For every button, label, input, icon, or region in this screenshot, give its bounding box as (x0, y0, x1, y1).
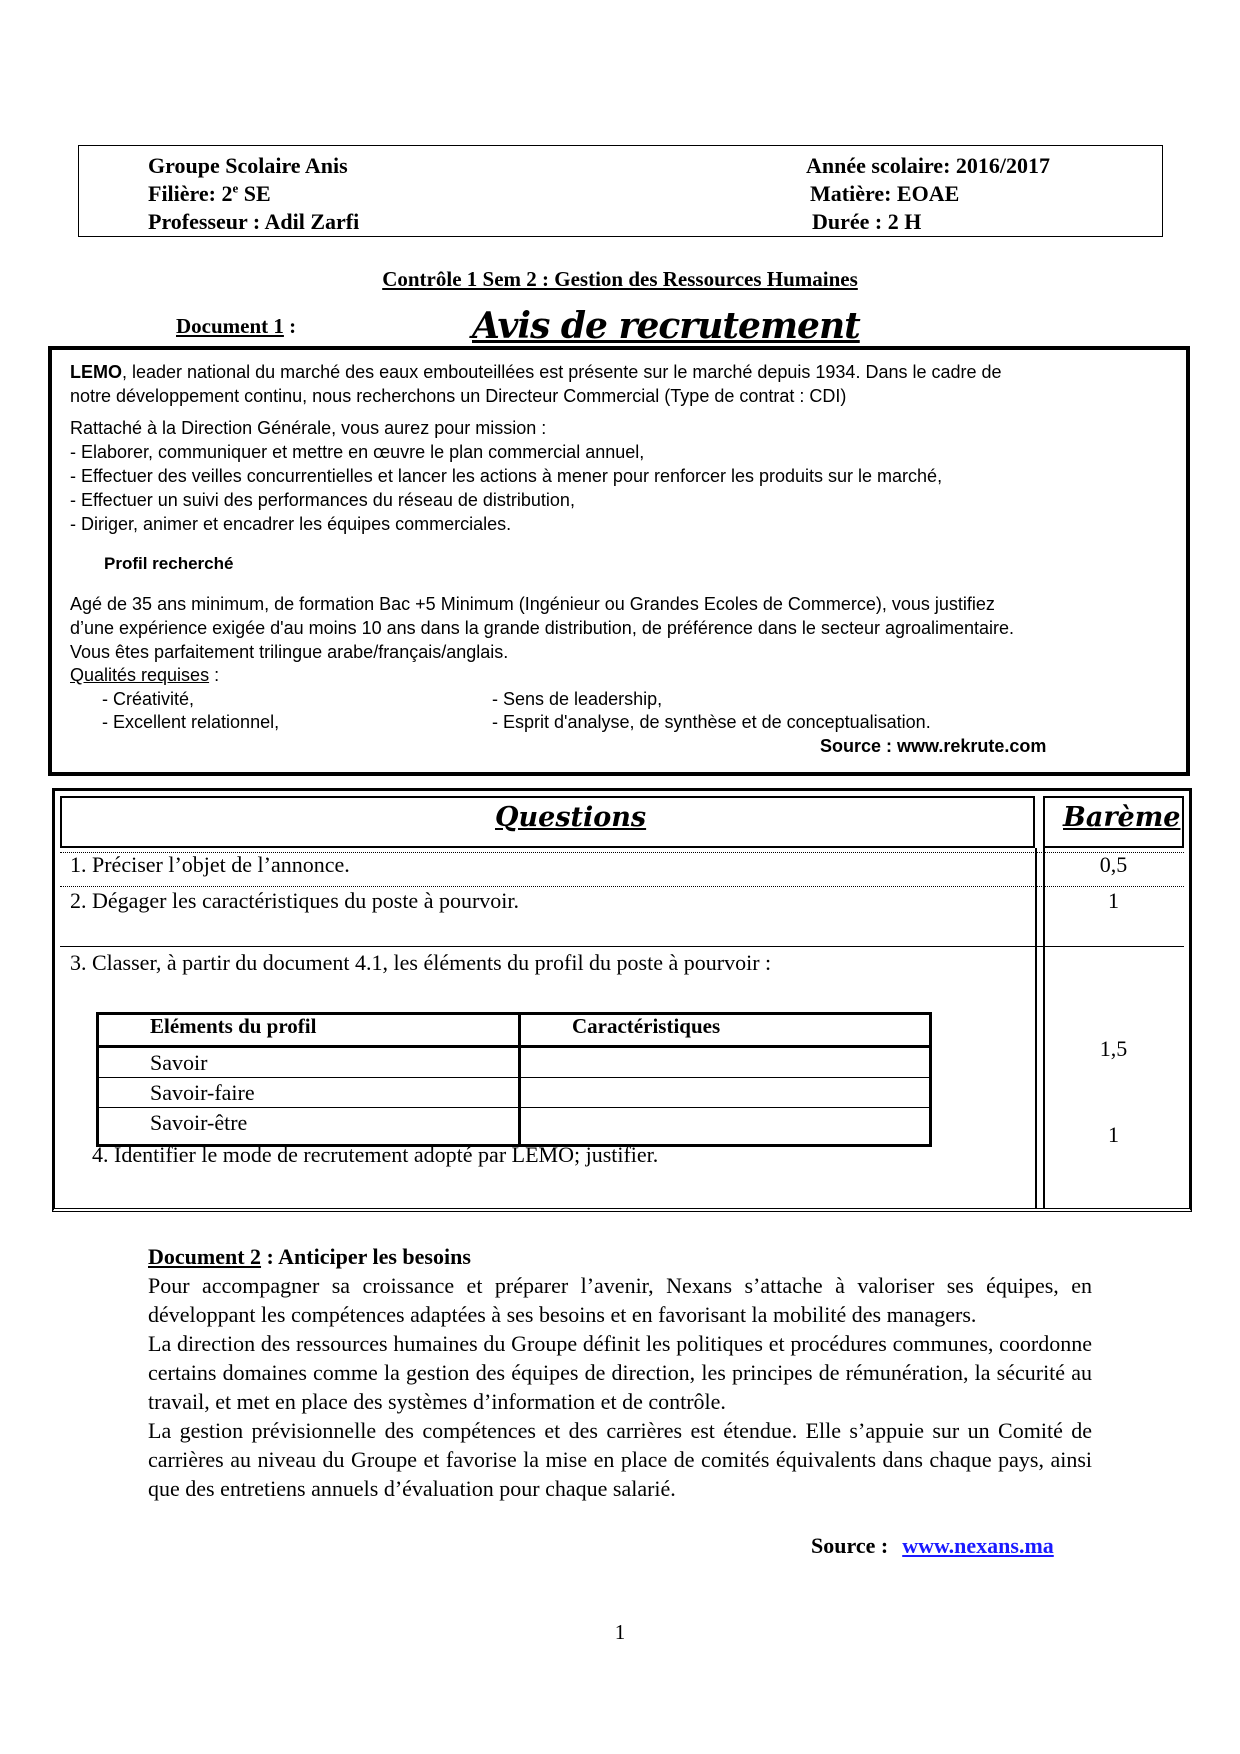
profile-col-elements: Eléments du profil (150, 1014, 317, 1038)
document1-label-colon: : (283, 314, 297, 338)
score-q4: 1 (1108, 1122, 1119, 1147)
bareme-header: Barème (1063, 802, 1181, 833)
qualities-label-colon: : (209, 665, 220, 685)
intro-line-1 (70, 361, 1002, 384)
quality-item: - Créativité, (102, 689, 195, 709)
mission-item: - Diriger, animer et encadrer les équipes commerciales. (70, 514, 512, 534)
document1-label (176, 314, 296, 339)
document2-paragraph: Pour accompagner sa croissance et préparer l’avenir, Nexans s’attache à valoriser ses équipes, en développant les compétences adaptées à ses besoins et en favorisant la mobilité des managers. (148, 1273, 1092, 1327)
column-divider (1035, 848, 1037, 1208)
profile-table-row-line (96, 1077, 932, 1078)
school-name: Groupe Scolaire Anis (148, 153, 348, 178)
score-q2: 1 (1108, 888, 1119, 913)
document2 (148, 1242, 1092, 1503)
document2-label: Document 2 (148, 1244, 262, 1269)
duration: Durée : 2 H (812, 209, 922, 234)
source-label: Source : (811, 1533, 889, 1558)
document2-paragraph: La direction des ressources humaines du Groupe définit les politiques et procédures communes, coordonne certains domaines comme la gestion des équipes de direction, les principes de rémunération, la sécurité au travail, et met en place des systèmes d’information et de contrôle. (148, 1331, 1092, 1414)
question-4: 4. Identifier le mode de recrutement adopté par LEMO; justifier. (92, 1142, 659, 1167)
intro-line-1-rest: , leader national du marché des eaux embouteillées est présente sur le marché depuis 1934. Dans le cadre de (122, 362, 1002, 382)
ad-title: Avis de recrutement (472, 305, 860, 347)
filiere-sup: e (232, 180, 239, 196)
question-2: 2. Dégager les caractéristiques du poste à pourvoir. (70, 888, 520, 913)
questions-header: Questions (495, 802, 647, 833)
row-divider (60, 946, 1184, 947)
filiere-label: Filière: 2 (148, 181, 233, 206)
profile-table-divider (518, 1012, 521, 1147)
filiere-suffix: SE (238, 181, 271, 206)
nexans-link[interactable]: www.nexans.ma (902, 1533, 1054, 1558)
document2-title: : Anticiper les besoins (261, 1244, 471, 1269)
source-rekrute: Source : www.rekrute.com (820, 736, 1047, 756)
filiere (148, 180, 271, 208)
mission-item: - Effectuer des veilles concurrentielles et lancer les actions à mener pour renforcer les produits sur le marché, (70, 466, 943, 486)
subject: Matière: EOAE (810, 181, 960, 206)
profile-row-label: Savoir-faire (150, 1080, 255, 1105)
profile-line: Vous êtes parfaitement trilingue arabe/français/anglais. (70, 642, 509, 662)
quality-item: - Esprit d'analyse, de synthèse et de conceptualisation. (492, 712, 931, 732)
profile-col-characteristics: Caractéristiques (572, 1014, 721, 1038)
source-nexans (811, 1533, 1054, 1559)
row-divider (60, 886, 1184, 887)
profile-line: d’une expérience exigée d'au moins 10 ans dans la grande distribution, de préférence dans le secteur agroalimentaire. (70, 618, 1015, 638)
document2-paragraph: La gestion prévisionnelle des compétences et des carrières est étendue. Elle s’appuie sur un Comité de carrières au niveau du Groupe et favorise la mise en place de comités équivalents dans chaque pays, ainsi que des entretiens annuels d’évaluation pour chaque salarié. (148, 1418, 1092, 1501)
question-1: 1. Préciser l’objet de l’annonce. (70, 852, 350, 877)
profile-line: Agé de 35 ans minimum, de formation Bac +5 Minimum (Ingénieur ou Grandes Ecoles de Commerce), vous justifiez (70, 594, 995, 614)
profile-row-label: Savoir (150, 1050, 208, 1075)
school-year: Année scolaire: 2016/2017 (806, 153, 1051, 178)
quality-item: - Sens de leadership, (492, 689, 663, 709)
profile-table-header-line (96, 1045, 932, 1048)
company-name: LEMO (70, 362, 122, 382)
profile-heading: Profil recherché (104, 554, 234, 573)
profile-row-label: Savoir-être (150, 1110, 248, 1135)
professor: Professeur : Adil Zarfi (148, 209, 360, 234)
qualities-label (70, 664, 219, 687)
question-3: 3. Classer, à partir du document 4.1, les éléments du profil du poste à pourvoir : (70, 950, 772, 975)
mission-item: - Elaborer, communiquer et mettre en œuvre le plan commercial annuel, (70, 442, 645, 462)
page-number: 1 (614, 1620, 626, 1644)
mission-item: - Effectuer un suivi des performances du réseau de distribution, (70, 490, 575, 510)
document1-label-text: Document 1 (176, 314, 284, 338)
profile-table-row-line (96, 1107, 932, 1108)
mission-intro: Rattaché à la Direction Générale, vous aurez pour mission : (70, 418, 547, 438)
document2-heading (148, 1242, 1092, 1271)
score-q1: 0,5 (1099, 852, 1128, 877)
intro-line-2: notre développement continu, nous recherchons un Directeur Commercial (Type de contrat : CDI) (70, 386, 847, 406)
score-q3: 1,5 (1099, 1036, 1128, 1061)
qualities-label-text: Qualités requises (70, 665, 210, 685)
exam-title: Contrôle 1 Sem 2 : Gestion des Ressources Humaines (382, 267, 858, 291)
quality-item: - Excellent relationnel, (102, 712, 280, 732)
